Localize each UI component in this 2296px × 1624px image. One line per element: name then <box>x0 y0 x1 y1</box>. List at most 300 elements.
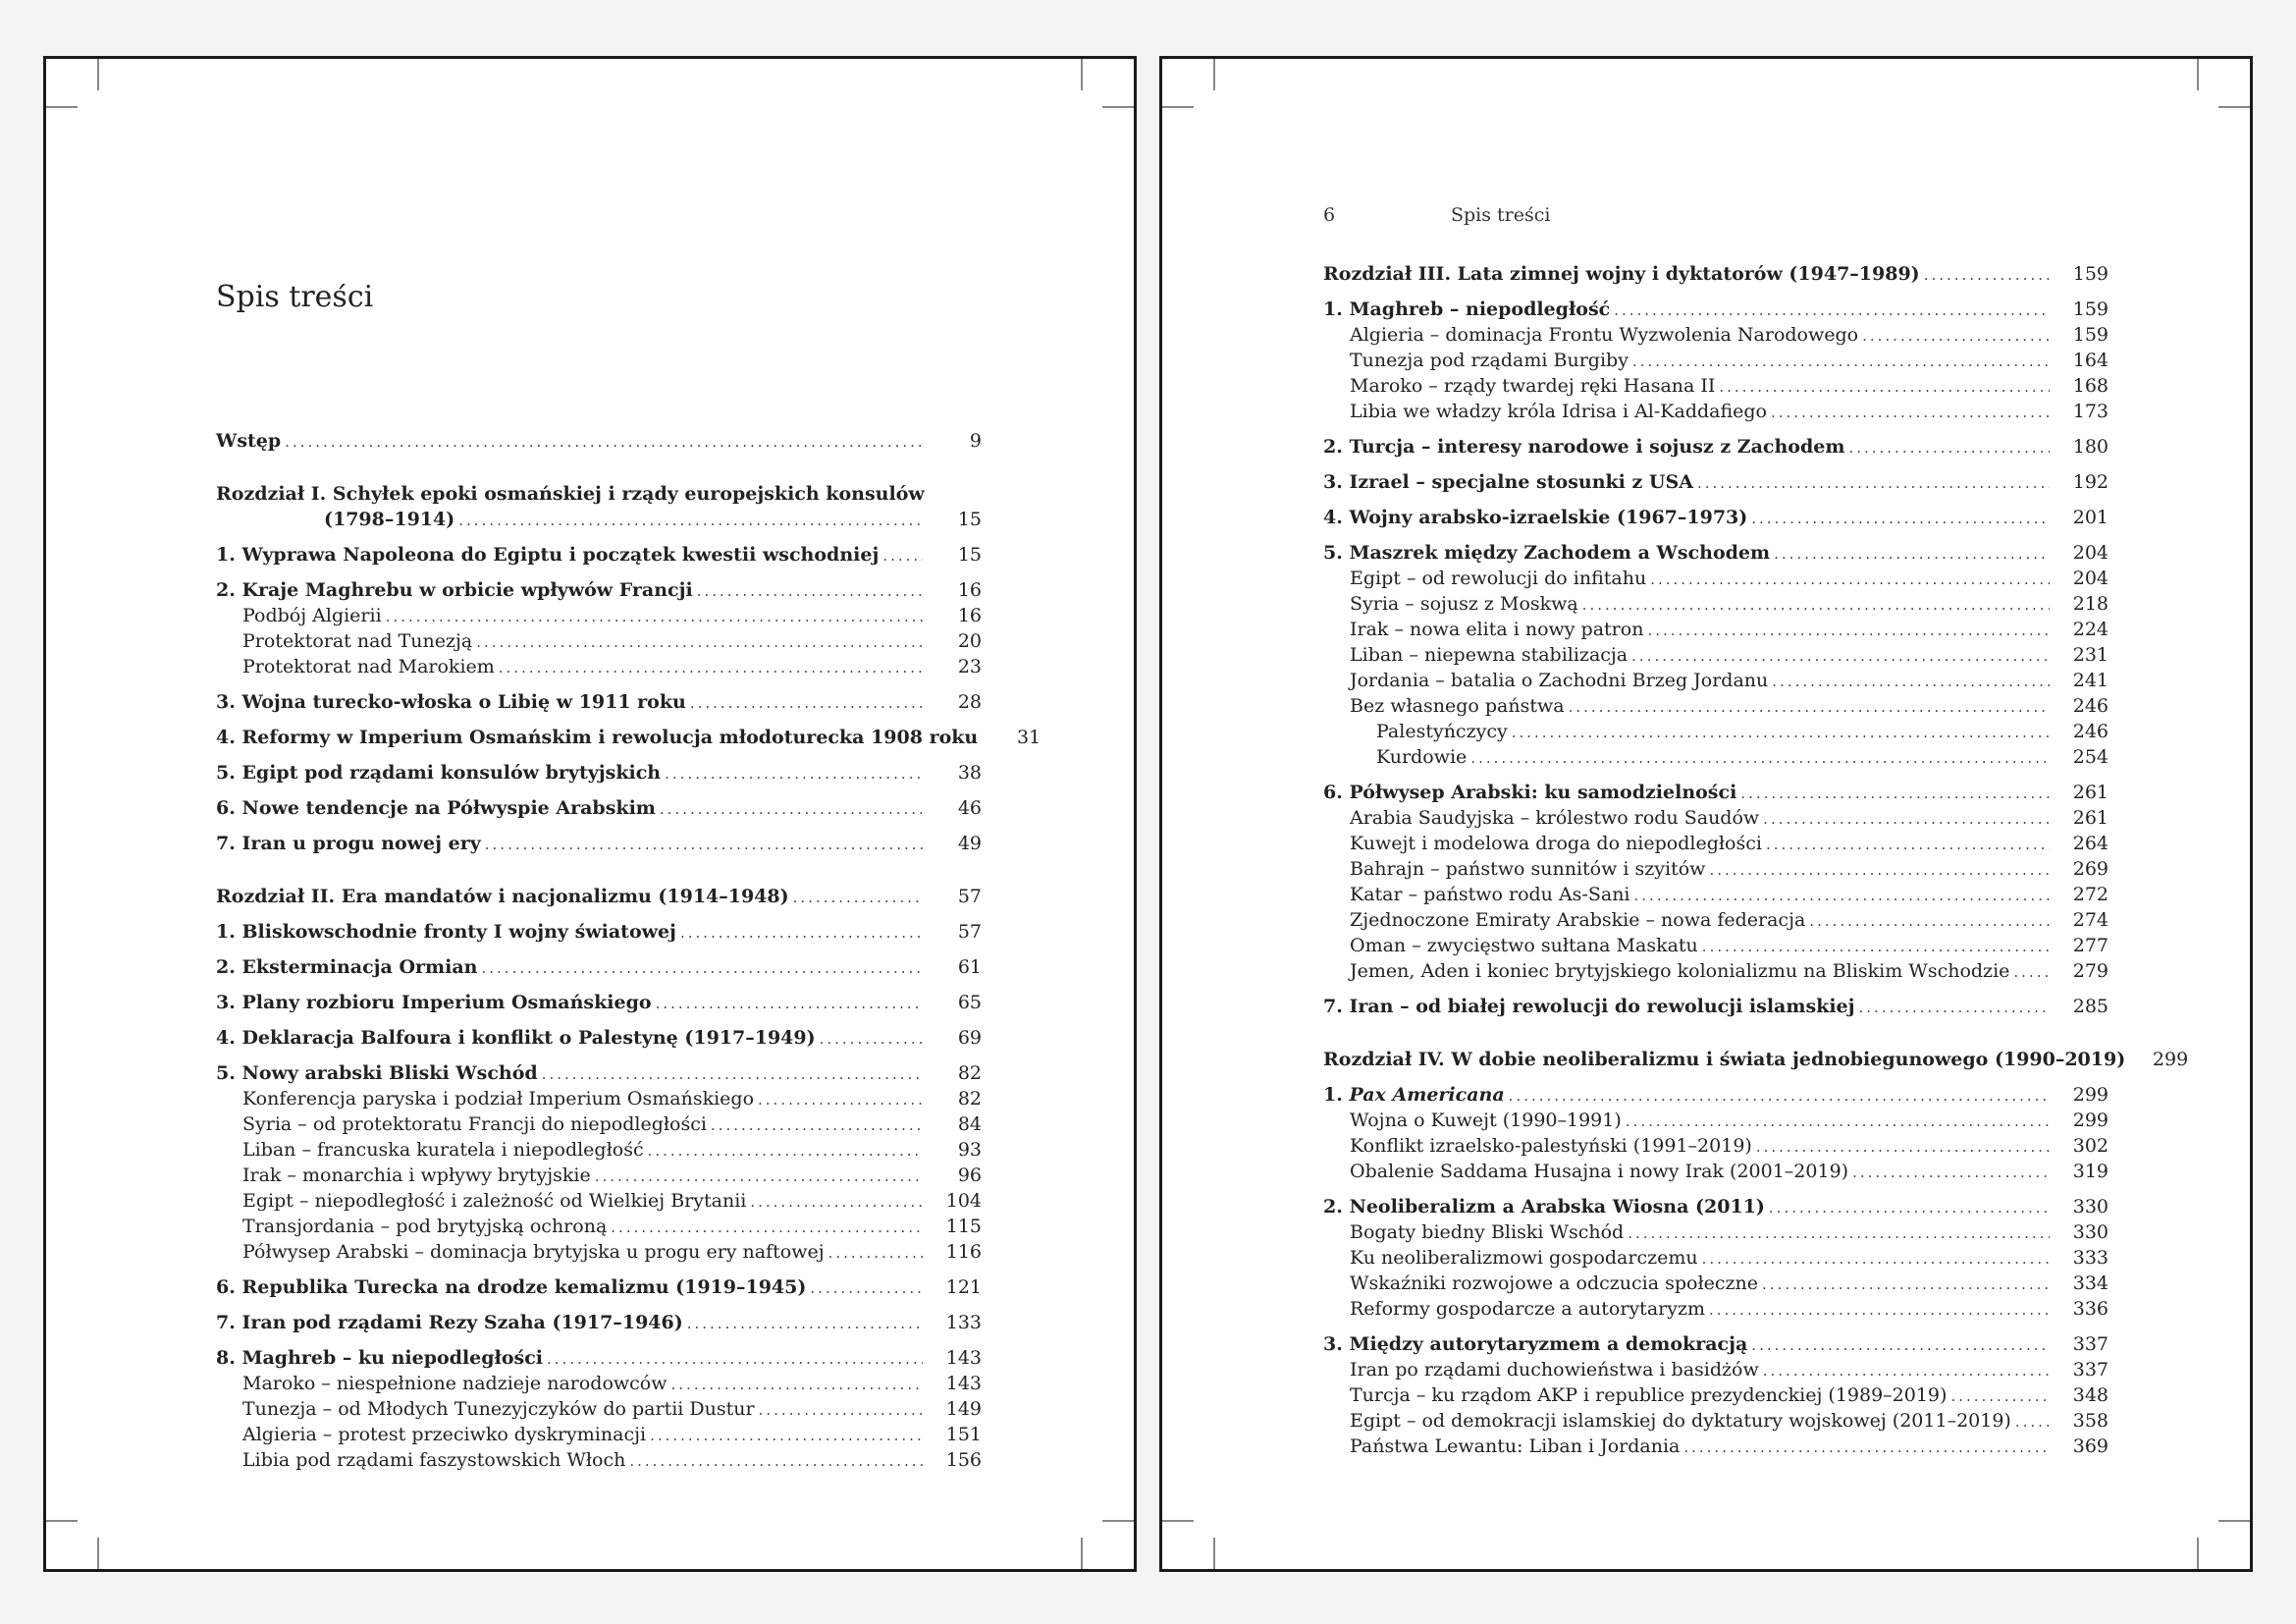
toc-entry-title: Maroko – niespełnione nadzieje narodowców <box>242 1373 667 1394</box>
toc-leader-dots <box>1756 1134 2050 1160</box>
toc-page-number: 61 <box>957 956 982 978</box>
toc-entry-title: 6. Półwysep Arabski: ku samodzielności <box>1323 782 1737 803</box>
toc-entry-title: Bez własnego państwa <box>1350 695 1565 717</box>
toc-entry-title: 7. Iran pod rządami Rezy Szaha (1917–1946) <box>216 1312 683 1333</box>
crop-mark <box>1162 1520 1194 1522</box>
toc-page-number: 149 <box>945 1398 982 1420</box>
toc-spacer <box>216 532 982 542</box>
toc-entry-title: 3. Izrael – specjalne stosunki z USA <box>1323 471 1693 493</box>
toc-entry <box>216 507 982 532</box>
toc-entry-title: 5. Egipt pod rządami konsulów brytyjskich <box>216 762 662 784</box>
table-of-contents-right <box>1323 261 2189 1459</box>
toc-entry-title: Arabia Saudyjska – królestwo rodu Saudów <box>1350 807 1760 829</box>
toc-page-number: 28 <box>957 691 982 713</box>
toc-page-number: 143 <box>945 1373 982 1394</box>
toc-page-number: 16 <box>957 605 982 626</box>
toc-page-number: 246 <box>2072 721 2109 742</box>
toc-page-number: 246 <box>2072 695 2109 717</box>
toc-page-number: 192 <box>2072 471 2109 493</box>
toc-spacer <box>216 785 982 795</box>
toc-spacer <box>216 750 982 760</box>
toc-entry-title: Kurdowie <box>1376 746 1468 768</box>
toc-entry-title: Maroko – rządy twardej ręki Hasana II <box>1350 375 1716 397</box>
toc-entry <box>1323 1219 2109 1245</box>
toc-entry-title: 3. Między autorytaryzmem a demokracją <box>1323 1333 1748 1355</box>
toc-entry-title: Wojna o Kuwejt (1990–1991) <box>1350 1110 1622 1131</box>
toc-leader-dots <box>793 885 923 910</box>
toc-page-number: 358 <box>2072 1410 2109 1432</box>
toc-page-number: 336 <box>2072 1298 2109 1320</box>
toc-leader-dots <box>1774 541 2050 567</box>
toc-entry <box>1323 261 2109 287</box>
toc-entry-title: Bogaty biedny Bliski Wschód <box>1350 1221 1625 1243</box>
toc-page-number: 285 <box>2072 996 2109 1017</box>
toc-leader-dots <box>1683 1435 2050 1460</box>
toc-entry <box>216 1137 982 1163</box>
toc-leader-dots <box>1626 1109 2050 1134</box>
toc-page-number: 49 <box>957 833 982 854</box>
toc-entry-title: 7. Iran u progu nowej ery <box>216 833 481 854</box>
toc-leader-dots <box>482 955 924 981</box>
crop-mark <box>1081 59 1083 90</box>
toc-spacer <box>216 980 982 990</box>
toc-leader-dots <box>476 629 923 655</box>
toc-entry <box>216 1188 982 1214</box>
toc-page-number: 231 <box>2072 644 2109 666</box>
toc-entry <box>216 831 982 856</box>
toc-page-number: 16 <box>957 579 982 601</box>
toc-entry <box>216 603 982 628</box>
toc-entry <box>216 1422 982 1447</box>
toc-page-number: 264 <box>2072 833 2109 854</box>
toc-page-number: 84 <box>957 1113 982 1135</box>
toc-entry-title: 3. Plany rozbioru Imperium Osmańskiego <box>216 992 652 1013</box>
toc-spacer <box>216 568 982 577</box>
toc-entry <box>216 542 982 568</box>
toc-page-number: 330 <box>2072 1196 2109 1218</box>
toc-spacer <box>216 821 982 831</box>
toc-entry-title: Podbój Algierii <box>242 605 382 626</box>
toc-spacer <box>1323 1184 2109 1194</box>
toc-entry-title: Rozdział I. Schyłek epoki osmańskiej i rządy europejskich konsulów <box>216 483 925 505</box>
toc-entry-title: Jemen, Aden i koniec brytyjskiego kolonializmu na Bliskim Wschodzie <box>1350 960 2010 982</box>
toc-entry-title: Protektorat nad Tunezją <box>242 630 473 652</box>
toc-page-number: 241 <box>2072 670 2109 691</box>
toc-entry-title: Rozdział II. Era mandatów i nacjonalizmu (1914–1948) <box>216 886 789 907</box>
toc-spacer <box>216 679 982 689</box>
toc-entry <box>1323 540 2109 566</box>
toc-entry <box>1323 994 2109 1019</box>
toc-page-number: 279 <box>2072 960 2109 982</box>
crop-mark <box>1213 1538 1215 1569</box>
toc-entry-title: 3. Wojna turecko-włoska o Libię w 1911 roku <box>216 691 686 713</box>
toc-entry <box>216 1396 982 1422</box>
toc-entry <box>1323 831 2109 856</box>
toc-entry-title: Protektorat nad Marokiem <box>242 656 495 677</box>
toc-entry-title: 5. Maszrek między Zachodem a Wschodem <box>1323 542 1771 564</box>
page-title: Spis treści <box>216 280 374 315</box>
toc-page-number: 333 <box>2072 1247 2109 1269</box>
toc-page-number: 57 <box>957 921 982 943</box>
right-page <box>1159 56 2253 1572</box>
toc-entry <box>1323 591 2109 617</box>
toc-entry <box>1323 1245 2109 1271</box>
toc-entry-title: 6. Nowe tendencje na Półwyspie Arabskim <box>216 797 656 819</box>
toc-entry-title: Zjednoczone Emiraty Arabskie – nowa federacja <box>1350 909 1806 931</box>
toc-entry <box>1323 1159 2109 1184</box>
toc-leader-dots <box>648 1138 923 1164</box>
toc-entry-title: 2. Turcja – interesy narodowe i sojusz z Zachodem <box>1323 436 1845 458</box>
toc-entry <box>216 990 982 1015</box>
toc-entry <box>216 954 982 980</box>
crop-mark <box>46 1520 78 1522</box>
toc-entry-title: Algieria – protest przeciwko dyskryminacji <box>242 1424 647 1445</box>
toc-leader-dots <box>1697 470 2050 496</box>
toc-entry <box>216 481 982 507</box>
toc-entry-title: Syria – sojusz z Moskwą <box>1350 593 1578 615</box>
toc-entry-title: Wstęp <box>216 430 282 452</box>
toc-entry-title: Egipt – od demokracji islamskiej do dyktatury wojskowej (2011–2019) <box>1350 1410 2011 1432</box>
toc-leader-dots <box>1719 374 2050 400</box>
toc-entry-title: Państwa Lewantu: Liban i Jordania <box>1350 1435 1681 1457</box>
toc-page-number: 369 <box>2072 1435 2109 1457</box>
toc-leader-dots <box>595 1164 923 1189</box>
toc-entry-title: 4. Wojny arabsko-izraelskie (1967–1973) <box>1323 507 1748 528</box>
toc-entry <box>1323 1133 2109 1159</box>
toc-spacer <box>1323 1322 2109 1331</box>
toc-leader-dots <box>828 1240 923 1266</box>
toc-entry-title: Katar – państwo rodu As-Sani <box>1350 884 1630 905</box>
toc-entry <box>216 760 982 785</box>
toc-entry-title: Konflikt izraelsko-palestyński (1991–2019) <box>1350 1135 1752 1157</box>
toc-entry-title: Bahrajn – państwo sunnitów i szyitów <box>1350 858 1706 880</box>
toc-spacer <box>1323 460 2109 469</box>
toc-entry <box>216 1060 982 1086</box>
toc-page-number: 159 <box>2072 324 2109 346</box>
toc-leader-dots <box>758 1087 923 1112</box>
toc-entry <box>1323 469 2109 495</box>
toc-entry-title: Libia pod rządami faszystowskich Włoch <box>242 1449 626 1471</box>
toc-leader-dots <box>680 920 923 946</box>
toc-entry-title: 1. Maghreb – niepodległość <box>1323 298 1611 320</box>
toc-page-number: 173 <box>2072 401 2109 422</box>
toc-leader-dots <box>1634 883 2050 908</box>
toc-leader-dots <box>1859 995 2050 1020</box>
toc-page-number: 151 <box>945 1424 982 1445</box>
toc-entry <box>1323 780 2109 805</box>
crop-mark <box>97 59 99 90</box>
toc-leader-dots <box>1763 1358 2050 1383</box>
toc-page-number: 15 <box>957 544 982 566</box>
toc-entry <box>1323 617 2109 642</box>
toc-page-number: 274 <box>2072 909 2109 931</box>
toc-page-number: 82 <box>957 1088 982 1110</box>
toc-page-number: 180 <box>2072 436 2109 458</box>
toc-leader-dots <box>611 1215 923 1240</box>
toc-page-number: 224 <box>2072 619 2109 640</box>
toc-page-number: 164 <box>2072 350 2109 371</box>
toc-page-number: 168 <box>2072 375 2109 397</box>
toc-leader-dots <box>1509 1083 2050 1109</box>
toc-entry-title: Liban – francuska kuratela i niepodległość <box>242 1139 644 1161</box>
toc-leader-dots <box>687 1311 923 1336</box>
toc-entry <box>1323 348 2109 373</box>
toc-spacer <box>216 1300 982 1310</box>
crop-mark <box>1081 1538 1083 1569</box>
toc-entry <box>1323 907 2109 933</box>
toc-entry <box>216 1274 982 1300</box>
toc-page-number: 201 <box>2072 507 2109 528</box>
toc-entry-title: Egipt – niepodległość i zależność od Wielkiej Brytanii <box>242 1190 747 1212</box>
toc-page-number: 204 <box>2072 542 2109 564</box>
page-number: 6 <box>1323 204 1336 226</box>
toc-page-number: 272 <box>2072 884 2109 905</box>
toc-entry-title: 6. Republika Turecka na drodze kemalizmu (1919–1945) <box>216 1276 807 1298</box>
table-of-contents-left <box>216 428 1041 1473</box>
toc-entry <box>1323 1082 2109 1108</box>
toc-leader-dots <box>656 991 923 1016</box>
crop-mark <box>2197 1538 2199 1569</box>
toc-entry <box>216 1111 982 1137</box>
toc-entry <box>216 628 982 654</box>
toc-entry-title: Kuwejt i modelowa droga do niepodległości <box>1350 833 1762 854</box>
toc-entry <box>1323 297 2109 322</box>
toc-page-number: 57 <box>957 886 982 907</box>
toc-leader-dots <box>499 655 923 680</box>
toc-spacer <box>216 945 982 954</box>
toc-entry <box>1323 958 2109 984</box>
toc-entry <box>216 1447 982 1473</box>
toc-leader-dots <box>547 1346 923 1372</box>
toc-spacer <box>216 856 982 884</box>
toc-entry-title: (1798–1914) <box>324 509 455 530</box>
toc-entry-title: Iran po rządami duchowieństwa i basidżów <box>1350 1359 1759 1380</box>
toc-entry-title: Rozdział III. Lata zimnej wojny i dyktatorów (1947–1989) <box>1323 263 1920 285</box>
toc-leader-dots <box>711 1112 923 1138</box>
crop-mark <box>1213 59 1215 90</box>
toc-entry <box>1323 642 2109 668</box>
toc-leader-dots <box>1632 349 2050 374</box>
toc-spacer <box>1323 1072 2109 1082</box>
toc-spacer <box>216 1015 982 1025</box>
toc-leader-dots <box>820 1026 923 1052</box>
toc-entry <box>1323 933 2109 958</box>
toc-page-number: 299 <box>2072 1084 2109 1106</box>
toc-leader-dots <box>759 1397 923 1423</box>
toc-entry <box>216 795 982 821</box>
toc-page-number: 204 <box>2072 568 2109 589</box>
toc-entry-title: 4. Reformy w Imperium Osmańskim i rewolucja młodoturecka 1908 roku <box>216 727 979 748</box>
toc-page-number: 115 <box>945 1216 982 1237</box>
toc-leader-dots <box>1862 323 2050 349</box>
toc-entry <box>216 1086 982 1111</box>
toc-page-number: 20 <box>957 630 982 652</box>
toc-page-number: 254 <box>2072 746 2109 768</box>
toc-entry <box>1323 434 2109 460</box>
toc-entry <box>1323 1108 2109 1133</box>
toc-page-number: 299 <box>2152 1049 2189 1070</box>
toc-entry-title: Konferencja paryska i podział Imperium Osmańskiego <box>242 1088 755 1110</box>
toc-leader-dots <box>1950 1383 2050 1409</box>
toc-leader-dots <box>485 832 923 857</box>
toc-entry-title: Turcja – ku rządom AKP i republice prezydenckiej (1989–2019) <box>1350 1384 1948 1406</box>
toc-entry <box>1323 1408 2109 1434</box>
toc-leader-dots <box>697 578 923 604</box>
toc-spacer <box>1323 495 2109 505</box>
running-title: Spis treści <box>1451 204 1551 226</box>
toc-page-number: 93 <box>957 1139 982 1161</box>
toc-leader-dots <box>1569 694 2050 720</box>
toc-leader-dots <box>660 796 923 822</box>
toc-entry-title: Ku neoliberalizmowi gospodarczemu <box>1350 1247 1698 1269</box>
toc-entry-title: 2. Eksterminacja Ormian <box>216 956 478 978</box>
toc-page-number: 9 <box>969 430 982 452</box>
toc-entry-title: Libia we władzy króla Idrisa i Al-Kaddafiego <box>1350 401 1767 422</box>
toc-leader-dots <box>882 543 923 568</box>
toc-entry-title: Obalenie Saddama Husajna i nowy Irak (2001–2019) <box>1350 1161 1849 1182</box>
toc-entry <box>1323 693 2109 719</box>
toc-leader-dots <box>665 761 923 786</box>
toc-leader-dots <box>1763 806 2050 832</box>
toc-entry <box>1323 399 2109 424</box>
toc-entry-title: Syria – od protektoratu Francji do niepodległości <box>242 1113 707 1135</box>
toc-leader-dots <box>1772 669 2050 694</box>
toc-entry <box>1323 882 2109 907</box>
toc-entry-title: 8. Maghreb – ku niepodległości <box>216 1347 544 1369</box>
toc-leader-dots <box>650 1423 923 1448</box>
toc-entry <box>1323 719 2109 744</box>
toc-leader-dots <box>1751 1332 2050 1358</box>
toc-entry <box>216 919 982 945</box>
toc-leader-dots <box>1852 1160 2050 1185</box>
toc-entry <box>1323 1271 2109 1296</box>
toc-entry-title: Wskaźniki rozwojowe a odczucia społeczne <box>1350 1272 1759 1294</box>
toc-leader-dots <box>1762 1272 2050 1297</box>
toc-entry <box>216 654 982 679</box>
toc-entry <box>1323 505 2109 530</box>
toc-entry <box>1323 856 2109 882</box>
toc-page-number: 156 <box>945 1449 982 1471</box>
toc-spacer <box>216 909 982 919</box>
toc-leader-dots <box>810 1275 923 1301</box>
toc-page-number: 69 <box>957 1027 982 1049</box>
toc-page-number: 218 <box>2072 593 2109 615</box>
toc-entry-title: Reformy gospodarcze a autorytaryzm <box>1350 1298 1705 1320</box>
toc-entry-title: Oman – zwycięstwo sułtana Maskatu <box>1350 935 1698 956</box>
toc-leader-dots <box>1702 1246 2050 1272</box>
toc-page-number: 104 <box>945 1190 982 1212</box>
toc-entry-title: 1. Pax Americana <box>1323 1084 1505 1106</box>
toc-leader-dots <box>2013 959 2050 985</box>
toc-entry <box>216 725 1041 750</box>
toc-spacer <box>1323 530 2109 540</box>
toc-entry <box>1323 1047 2189 1072</box>
toc-entry <box>216 428 982 454</box>
toc-entry-title: Transjordania – pod brytyjską ochroną <box>242 1216 608 1237</box>
toc-leader-dots <box>1771 400 2050 425</box>
toc-leader-dots <box>1582 592 2050 618</box>
toc-spacer <box>216 454 982 481</box>
toc-entry-title: Liban – niepewna stabilizacja <box>1350 644 1629 666</box>
toc-leader-dots <box>1709 857 2050 883</box>
toc-page-number: 15 <box>957 509 982 530</box>
toc-leader-dots <box>1740 781 2050 806</box>
toc-leader-dots <box>542 1061 923 1087</box>
toc-entry-title: Palestyńczycy <box>1376 721 1508 742</box>
left-page <box>43 56 1137 1572</box>
toc-page-number: 261 <box>2072 807 2109 829</box>
toc-leader-dots <box>1709 1297 2050 1323</box>
toc-leader-dots <box>1470 745 2050 771</box>
toc-leader-dots <box>1702 934 2050 959</box>
toc-entry <box>1323 373 2109 399</box>
toc-entry <box>1323 322 2109 348</box>
toc-entry <box>216 577 982 603</box>
toc-page-number: 302 <box>2072 1135 2109 1157</box>
crop-mark <box>46 106 78 108</box>
toc-page-number: 96 <box>957 1164 982 1186</box>
toc-page-number: 121 <box>945 1276 982 1298</box>
toc-leader-dots <box>1647 618 2050 643</box>
toc-leader-dots <box>1766 832 2050 857</box>
toc-spacer <box>1323 770 2109 780</box>
toc-page-number: 159 <box>2072 298 2109 320</box>
toc-entry <box>216 1239 982 1265</box>
toc-leader-dots <box>750 1189 923 1215</box>
toc-leader-dots <box>458 508 923 533</box>
toc-entry-title: Irak – nowa elita i nowy patron <box>1350 619 1644 640</box>
toc-page-number: 133 <box>945 1312 982 1333</box>
crop-mark <box>2197 59 2199 90</box>
toc-leader-dots <box>1769 1195 2050 1220</box>
toc-page-number: 82 <box>957 1062 982 1084</box>
toc-leader-dots <box>1631 643 2050 669</box>
toc-leader-dots <box>285 429 923 455</box>
toc-entry-title: 1. Wyprawa Napoleona do Egiptu i początek kwestii wschodniej <box>216 544 880 566</box>
crop-mark <box>1102 106 1134 108</box>
toc-entry-title: 2. Neoliberalizm a Arabska Wiosna (2011) <box>1323 1196 1765 1218</box>
toc-entry <box>1323 668 2109 693</box>
toc-spacer <box>1323 424 2109 434</box>
toc-entry <box>1323 566 2109 591</box>
toc-entry <box>216 1214 982 1239</box>
toc-page-number: 348 <box>2072 1384 2109 1406</box>
toc-entry-title: 2. Kraje Maghrebu w orbicie wpływów Francji <box>216 579 693 601</box>
toc-entry <box>1323 1434 2109 1459</box>
toc-spacer <box>216 1051 982 1060</box>
toc-spacer <box>1323 1019 2109 1047</box>
toc-entry <box>1323 1357 2109 1382</box>
toc-leader-dots <box>1650 567 2050 592</box>
toc-spacer <box>216 715 982 725</box>
crop-mark <box>1162 106 1194 108</box>
toc-entry-title: 7. Iran – od białej rewolucji do rewolucji islamskiej <box>1323 996 1855 1017</box>
toc-page-number: 277 <box>2072 935 2109 956</box>
toc-entry <box>216 1025 982 1051</box>
toc-entry <box>216 1163 982 1188</box>
toc-spacer <box>1323 984 2109 994</box>
toc-entry <box>216 689 982 715</box>
toc-entry-title: Algieria – dominacja Frontu Wyzwolenia Narodowego <box>1350 324 1859 346</box>
toc-spacer <box>1323 287 2109 297</box>
crop-mark <box>2218 1520 2250 1522</box>
toc-entry-title: 4. Deklaracja Balfoura i konflikt o Palestynę (1917–1949) <box>216 1027 816 1049</box>
toc-leader-dots <box>671 1372 923 1397</box>
toc-page-number: 31 <box>1017 727 1041 748</box>
crop-mark <box>1102 1520 1134 1522</box>
toc-page-number: 38 <box>957 762 982 784</box>
toc-entry-title: 5. Nowy arabski Bliski Wschód <box>216 1062 538 1084</box>
